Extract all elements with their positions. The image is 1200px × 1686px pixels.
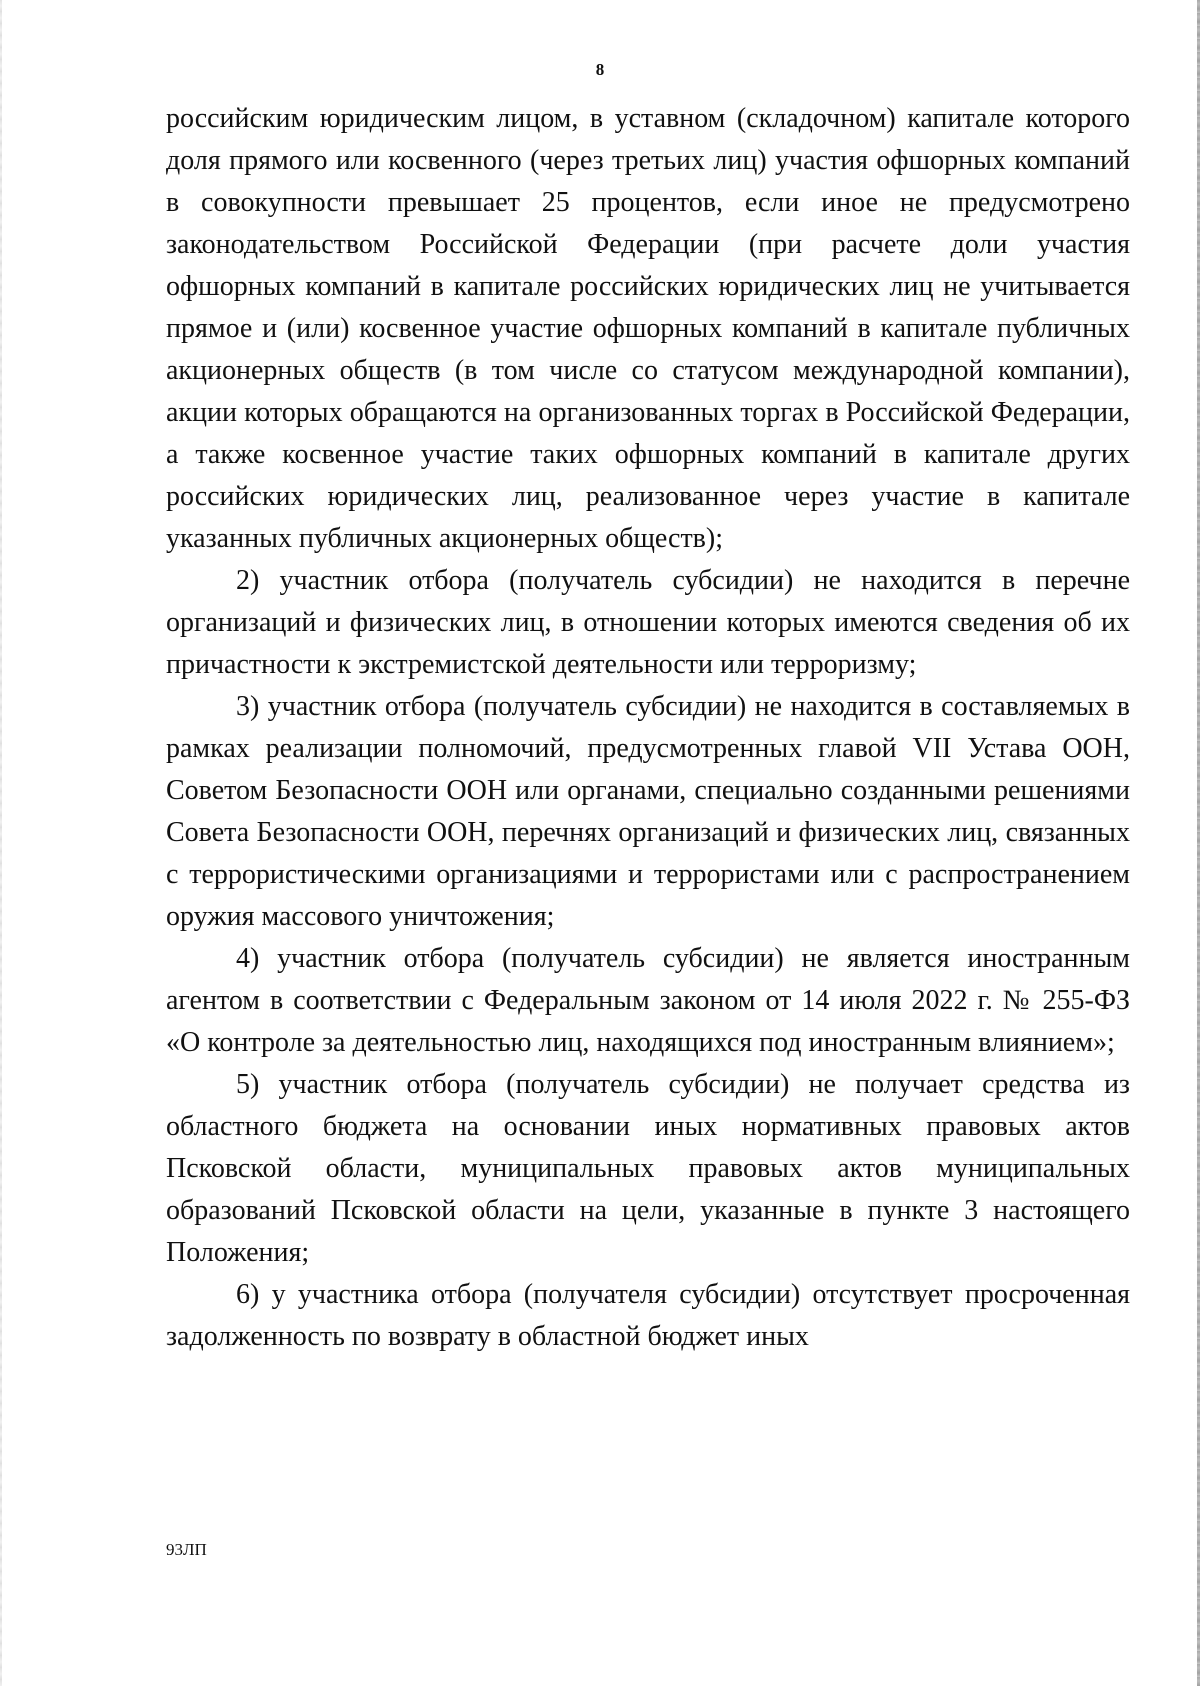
scan-edge-left bbox=[0, 0, 2, 1686]
paragraph-item-4: 4) участник отбора (получатель субсидии) не является иностранным агентом в соответствии с Федеральным законом от 14 июля 2022 г. № 255-ФЗ «О контроле за деятельностью лиц, находящихся под иностранным влиянием»; bbox=[166, 943, 1130, 1058]
paragraph-item-6: 6) у участника отбора (получателя субсидии) отсутствует просроченная задолженность по возврату в областной бюджет иных bbox=[166, 1279, 1130, 1352]
paragraph-item-3: 3) участник отбора (получатель субсидии) не находится в составляемых в рамках реализации полномочий, предусмотренных главой VII Устава ООН, Советом Безопасности ООН или органами, специально созданными решениями Совета Безопасности ООН, перечнях организаций и физических лиц, связанных с террористическими организациями и террористами или с распространением оружия массового уничтожения; bbox=[166, 691, 1130, 932]
paragraph-item-2: 2) участник отбора (получатель субсидии) не находится в перечне организаций и физических лиц, в отношении которых имеются сведения об их причастности к экстремистской деятельности или терроризму; bbox=[166, 565, 1130, 680]
page-number: 8 bbox=[595, 60, 605, 79]
paragraph-item-5: 5) участник отбора (получатель субсидии) не получает средства из областного бюджета на основании иных нормативных правовых актов Псковской области, муниципальных правовых актов муниципальных образований Псковской области на цели, указанные в пункте 3 настоящего Положения; bbox=[166, 1069, 1130, 1268]
document-body bbox=[166, 98, 1130, 1358]
footer-document-code: 93ЛП bbox=[166, 1540, 207, 1559]
paragraph-continuation: российским юридическим лицом, в уставном (складочном) капитале которого доля прямого или косвенного (через третьих лиц) участия офшорных компаний в совокупности превышает 25 процентов, если иное не предусмотрено законодательством Российской Федерации (при расчете доли участия офшорных компаний в капитале российских юридических лиц не учитывается прямое и (или) косвенное участие офшорных компаний в капитале публичных акционерных обществ (в том числе со статусом международной компании), акции которых обращаются на организованных торгах в Российской Федерации, а также косвенное участие таких офшорных компаний в капитале других российских юридических лиц, реализованное через участие в капитале указанных публичных акционерных обществ); bbox=[166, 103, 1130, 554]
